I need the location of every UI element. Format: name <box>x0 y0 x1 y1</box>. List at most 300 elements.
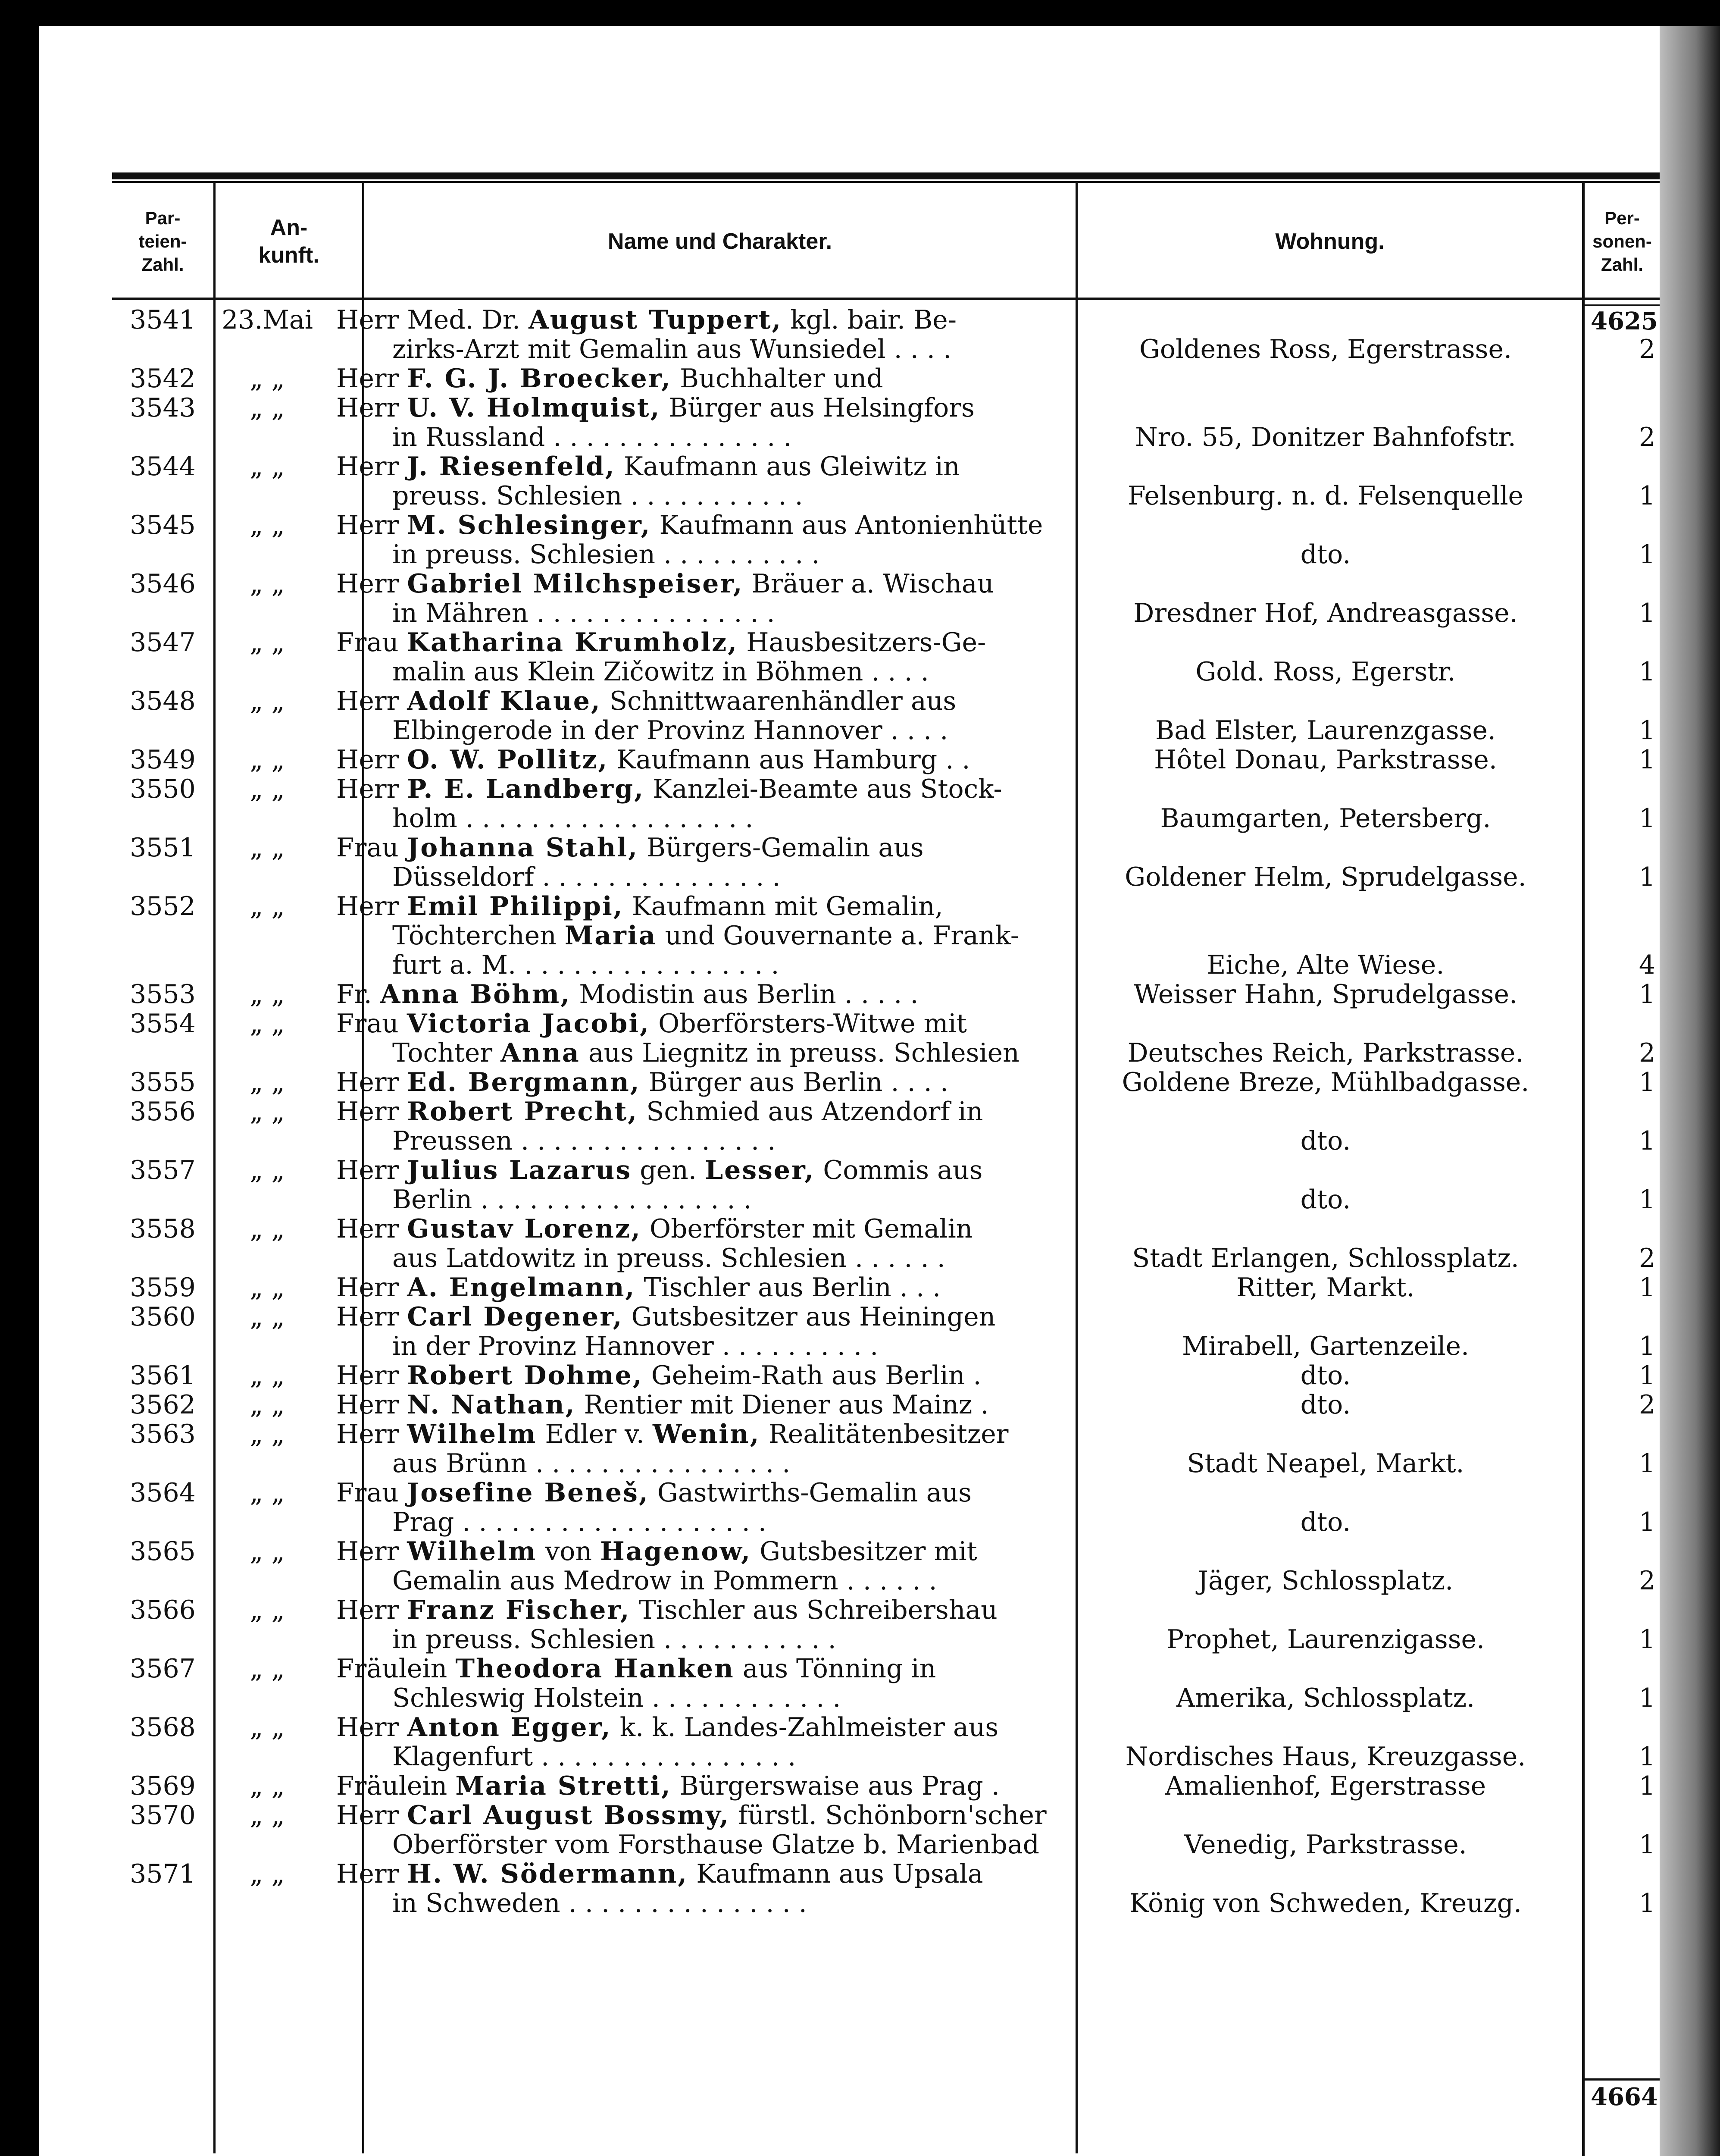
name-text: Herr <box>336 891 407 921</box>
name-text: Herr <box>336 1155 407 1185</box>
name-text: Kaufmann aus Hamburg . . <box>608 745 970 775</box>
guest-name-and-character <box>336 980 1065 1009</box>
name-text: Herr <box>336 1390 407 1420</box>
party-number: 3562 <box>130 1390 196 1420</box>
name-line <box>336 1595 1065 1625</box>
name-text: Berlin . . . . . . . . . . . . . . . . . <box>392 1185 752 1215</box>
arrival-date: „ „ <box>250 833 285 863</box>
name-line <box>336 1361 1065 1390</box>
person-count: 1 <box>1639 1272 1655 1303</box>
arrival-date: „ „ <box>250 1771 285 1801</box>
name-text: kgl. bair. Be- <box>782 305 957 335</box>
residence: Felsenburg. n. d. Felsenquelle <box>1127 481 1524 511</box>
name-line <box>336 1390 1065 1420</box>
name-line <box>336 1273 1065 1302</box>
residence: Dresdner Hof, Andreasgasse. <box>1133 598 1518 628</box>
guest-name: A. Engelmann, <box>407 1272 636 1303</box>
name-text: Fräulein <box>336 1654 456 1684</box>
guest-name-and-character <box>336 452 1065 511</box>
party-number: 3544 <box>130 451 196 482</box>
arrival-date: „ „ <box>250 1155 285 1185</box>
name-text: Herr <box>336 569 407 599</box>
residence: Nordisches Haus, Kreuzgasse. <box>1125 1742 1526 1772</box>
name-line <box>336 1038 1065 1068</box>
name-text: Herr <box>336 686 407 716</box>
name-text: Oberförsters-Witwe mit <box>650 1009 967 1039</box>
arrival-date: „ „ <box>250 1536 285 1567</box>
guest-name-and-character <box>336 511 1065 569</box>
party-number: 3570 <box>130 1800 196 1830</box>
name-text: Herr <box>336 1859 407 1889</box>
name-text: Düsseldorf . . . . . . . . . . . . . . . <box>392 862 781 892</box>
name-line <box>336 423 1065 452</box>
name-text: in preuss. Schlesien . . . . . . . . . . <box>392 539 820 570</box>
name-line <box>336 1625 1065 1654</box>
residence: König von Schweden, Kreuzg. <box>1129 1888 1522 1918</box>
person-count: 2 <box>1639 1243 1655 1273</box>
scan-edge-shadow <box>1660 26 1720 2156</box>
name-text: Frau <box>336 1478 407 1508</box>
person-count: 1 <box>1639 1448 1655 1479</box>
guest-name: Wenin, <box>652 1419 760 1449</box>
party-number: 3563 <box>130 1419 196 1449</box>
person-count: 2 <box>1639 1038 1655 1068</box>
arrival-date: „ „ <box>250 1859 285 1889</box>
guest-name: Maria Stretti, <box>455 1771 672 1801</box>
name-text: Klagenfurt . . . . . . . . . . . . . . . . <box>392 1742 796 1772</box>
guest-name-and-character <box>336 1009 1065 1068</box>
party-number: 3564 <box>130 1478 196 1508</box>
carried-total: 4625 <box>1591 307 1658 335</box>
guest-name-and-character <box>336 1801 1065 1859</box>
guest-name: Anna Böhm, <box>380 979 571 1009</box>
name-line <box>336 1830 1065 1859</box>
name-line <box>336 1068 1065 1097</box>
guest-name-and-character <box>336 305 1065 364</box>
name-line <box>336 980 1065 1009</box>
guest-name-and-character <box>336 686 1065 745</box>
arrival-date: „ „ <box>250 451 285 482</box>
person-count: 2 <box>1639 1566 1655 1596</box>
guest-name-and-character <box>336 892 1065 980</box>
residence: Mirabell, Gartenzeile. <box>1182 1331 1470 1361</box>
name-text: Hausbesitzers-Ge- <box>738 627 986 658</box>
residence: Goldene Breze, Mühlbadgasse. <box>1122 1067 1529 1097</box>
column-divider <box>1582 183 1585 2156</box>
name-text: Elbingerode in der Provinz Hannover . . . . <box>392 715 948 746</box>
name-text: Bürger aus Helsingfors <box>660 393 975 423</box>
name-line <box>336 1449 1065 1478</box>
name-text: Bürger aus Berlin . . . . <box>640 1067 949 1097</box>
party-number: 3549 <box>130 745 196 775</box>
name-line <box>336 862 1065 892</box>
guest-name: Wilhelm <box>407 1419 537 1449</box>
party-number: 3542 <box>130 364 196 394</box>
party-number: 3560 <box>130 1302 196 1332</box>
name-text: Kaufmann mit Gemalin, <box>623 891 943 921</box>
name-line <box>336 1302 1065 1332</box>
header-rule <box>112 298 1660 300</box>
guest-name: Hagenow, <box>600 1536 752 1567</box>
party-number: 3561 <box>130 1360 196 1391</box>
arrival-date: „ „ <box>250 891 285 921</box>
arrival-date: „ „ <box>250 1302 285 1332</box>
person-count: 1 <box>1639 539 1655 570</box>
name-text: Tischler aus Berlin . . . <box>635 1272 941 1303</box>
name-line <box>336 1742 1065 1771</box>
name-text: gen. <box>632 1155 705 1185</box>
residence: Venedig, Parkstrasse. <box>1184 1830 1467 1860</box>
name-text: in Mähren . . . . . . . . . . . . . . . <box>392 598 775 628</box>
name-line <box>336 335 1065 364</box>
name-text: Schleswig Holstein . . . . . . . . . . . . <box>392 1683 841 1713</box>
guest-name: J. Riesenfeld, <box>407 451 616 482</box>
guest-name-and-character <box>336 364 1065 393</box>
residence: dto. <box>1300 1360 1351 1391</box>
residence: Ritter, Markt. <box>1236 1272 1415 1303</box>
name-line <box>336 1009 1065 1038</box>
guest-name: Maria <box>564 921 657 951</box>
arrival-date: „ „ <box>250 1097 285 1127</box>
name-text: Preussen . . . . . . . . . . . . . . . . <box>392 1126 776 1156</box>
name-line <box>336 452 1065 481</box>
person-count: 2 <box>1639 334 1655 364</box>
arrival-date: „ „ <box>250 1800 285 1830</box>
name-text: Geheim-Rath aus Berlin . <box>643 1360 982 1391</box>
name-text: aus Brünn . . . . . . . . . . . . . . . . <box>392 1448 791 1479</box>
guest-name: Wilhelm <box>407 1536 537 1567</box>
residence: Amalienhof, Egerstrasse <box>1165 1771 1486 1801</box>
residence: Eiche, Alte Wiese. <box>1207 950 1445 980</box>
name-text: Herr <box>336 393 407 423</box>
party-number: 3550 <box>130 774 196 804</box>
residence: Nro. 55, Donitzer Bahnfofstr. <box>1135 422 1516 452</box>
name-text: Gutsbesitzer mit <box>751 1536 977 1567</box>
arrival-date: „ „ <box>250 1654 285 1684</box>
person-count: 1 <box>1639 715 1655 746</box>
top-rule <box>112 172 1660 179</box>
guest-name: Katharina Krumholz, <box>407 627 738 658</box>
name-text: furt a. M. . . . . . . . . . . . . . . . . <box>392 950 779 980</box>
person-count: 1 <box>1639 1771 1655 1801</box>
arrival-date: „ „ <box>250 1419 285 1449</box>
name-text: Tischler aus Schreibershau <box>630 1595 998 1625</box>
party-number: 3557 <box>130 1155 196 1185</box>
header-party-count: Par- teien- Zahl. <box>138 208 187 275</box>
party-number: 3552 <box>130 891 196 921</box>
name-line <box>336 745 1065 774</box>
guest-name-and-character <box>336 745 1065 774</box>
name-text: zirks-Arzt mit Gemalin aus Wunsiedel . . . . <box>392 334 952 364</box>
guest-name-and-character <box>336 393 1065 452</box>
guest-name: O. W. Pollitz, <box>407 745 609 775</box>
name-text: Tochter <box>392 1038 501 1068</box>
guest-name-and-character <box>336 1537 1065 1595</box>
name-line <box>336 1420 1065 1449</box>
name-text: Herr Med. Dr. <box>336 305 529 335</box>
name-text: Bürgerswaise aus Prag . <box>671 1771 1000 1801</box>
name-text: aus Latdowitz in preuss. Schlesien . . . . . . <box>392 1243 945 1273</box>
person-count: 1 <box>1639 1888 1655 1918</box>
party-number: 3559 <box>130 1272 196 1303</box>
guest-name-and-character <box>336 569 1065 628</box>
party-number: 3546 <box>130 569 196 599</box>
guest-name: F. G. J. Broecker, <box>407 364 672 394</box>
name-line <box>336 511 1065 540</box>
arrival-date: „ „ <box>250 1360 285 1391</box>
guest-name: Emil Philippi, <box>407 891 624 921</box>
person-count: 1 <box>1639 481 1655 511</box>
guest-name-and-character <box>336 1214 1065 1273</box>
party-number: 3548 <box>130 686 196 716</box>
guest-name-and-character <box>336 1859 1065 1918</box>
name-text: Kaufmann aus Upsala <box>688 1859 983 1889</box>
guest-name-and-character <box>336 628 1065 686</box>
arrival-date: „ „ <box>250 1595 285 1625</box>
guest-name-and-character <box>336 1713 1065 1771</box>
person-count: 1 <box>1639 598 1655 628</box>
header-residence: Wohnung. <box>1275 229 1385 254</box>
name-line <box>336 628 1065 657</box>
header-arrival: An- kunft. <box>258 215 319 268</box>
arrival-date: „ „ <box>250 364 285 394</box>
arrival-date: „ „ <box>250 627 285 658</box>
guest-name-and-character <box>336 1273 1065 1302</box>
residence: Goldenes Ross, Egerstrasse. <box>1139 334 1512 364</box>
person-count: 4 <box>1639 950 1655 980</box>
guest-name: H. W. Södermann, <box>407 1859 688 1889</box>
name-text: fürstl. Schönborn'scher <box>730 1800 1047 1830</box>
name-text: Prag . . . . . . . . . . . . . . . . . . . <box>392 1507 766 1537</box>
top-rule-thin <box>112 181 1660 183</box>
residence: Stadt Neapel, Markt. <box>1187 1448 1464 1479</box>
name-text: in Schweden . . . . . . . . . . . . . . . <box>392 1888 807 1918</box>
residence: Amerika, Schlossplatz. <box>1176 1683 1475 1713</box>
name-text: malin aus Klein Zičowitz in Böhmen . . . . <box>392 657 929 687</box>
residence: Stadt Erlangen, Schlossplatz. <box>1132 1243 1519 1273</box>
name-text: Herr <box>336 1272 407 1303</box>
guest-name: Anna <box>500 1038 580 1068</box>
guest-name-and-character <box>336 1097 1065 1156</box>
guest-name-and-character <box>336 1478 1065 1537</box>
column-divider <box>213 183 216 2153</box>
arrival-date: „ „ <box>250 510 285 540</box>
header-person-count: Per- sonen- Zahl. <box>1592 208 1652 275</box>
name-text: Herr <box>336 745 407 775</box>
name-text: Herr <box>336 1097 407 1127</box>
name-text: Schmied aus Atzendorf in <box>638 1097 983 1127</box>
name-line <box>336 1889 1065 1918</box>
person-count: 1 <box>1639 862 1655 892</box>
person-count: 1 <box>1639 1683 1655 1713</box>
name-text: Frau <box>336 627 407 658</box>
person-count: 1 <box>1639 1067 1655 1097</box>
residence: Deutsches Reich, Parkstrasse. <box>1127 1038 1524 1068</box>
arrival-date: „ „ <box>250 979 285 1009</box>
guest-name-and-character <box>336 1156 1065 1214</box>
name-text: und Gouvernante a. Frank- <box>657 921 1019 951</box>
residence: dto. <box>1300 1507 1351 1537</box>
name-text: Fr. <box>336 979 380 1009</box>
final-total-rule <box>1584 2078 1660 2081</box>
header-name-and-character: Name und Charakter. <box>607 229 832 254</box>
name-line <box>336 1244 1065 1273</box>
guest-name-and-character <box>336 774 1065 833</box>
name-text: Herr <box>336 364 407 394</box>
party-number: 3553 <box>130 979 196 1009</box>
name-text: Oberförster mit Gemalin <box>641 1214 973 1244</box>
residence: Prophet, Laurenzigasse. <box>1166 1624 1485 1655</box>
guest-name-and-character <box>336 1390 1065 1420</box>
name-line <box>336 599 1065 628</box>
party-number: 3569 <box>130 1771 196 1801</box>
guest-name-and-character <box>336 1595 1065 1654</box>
party-number: 3571 <box>130 1859 196 1889</box>
name-text: Töchterchen <box>392 921 565 951</box>
guest-name: Julius Lazarus <box>407 1155 632 1185</box>
residence: Jäger, Schlossplatz. <box>1198 1566 1454 1596</box>
person-count: 2 <box>1639 1390 1655 1420</box>
name-line <box>336 1507 1065 1537</box>
arrival-date: „ „ <box>250 393 285 423</box>
guest-name: P. E. Landberg, <box>407 774 644 804</box>
arrival-date: 23.Mai <box>222 305 313 335</box>
name-text: Kaufmann aus Antonienhütte <box>651 510 1043 540</box>
guest-name: Robert Dohme, <box>407 1360 643 1391</box>
name-line <box>336 1185 1065 1214</box>
name-line <box>336 804 1065 833</box>
guest-name: U. V. Holmquist, <box>407 393 661 423</box>
name-text: Gastwirths-Gemalin aus <box>649 1478 972 1508</box>
party-number: 3554 <box>130 1009 196 1039</box>
name-text: Herr <box>336 1536 407 1567</box>
name-text: k. k. Landes-Zahlmeister aus <box>611 1712 999 1742</box>
party-number: 3567 <box>130 1654 196 1684</box>
arrival-date: „ „ <box>250 1214 285 1244</box>
name-line <box>336 1713 1065 1742</box>
party-number: 3556 <box>130 1097 196 1127</box>
name-text: Herr <box>336 1302 407 1332</box>
name-line <box>336 1156 1065 1185</box>
guest-name: Anton Egger, <box>407 1712 612 1742</box>
carried-total-rule <box>1584 304 1660 306</box>
name-text: Edler v. <box>537 1419 653 1449</box>
residence: Baumgarten, Petersberg. <box>1160 803 1491 834</box>
name-text: Realitätenbesitzer <box>760 1419 1009 1449</box>
person-count: 1 <box>1639 1360 1655 1391</box>
name-text: Schnittwaarenhändler aus <box>601 686 957 716</box>
party-number: 3551 <box>130 833 196 863</box>
guest-name: Franz Fischer, <box>407 1595 631 1625</box>
arrival-date: „ „ <box>250 1067 285 1097</box>
arrival-date: „ „ <box>250 1712 285 1742</box>
residence: Weisser Hahn, Sprudelgasse. <box>1133 979 1518 1009</box>
guest-name: Gustav Lorenz, <box>407 1214 641 1244</box>
guest-name-and-character <box>336 1302 1065 1361</box>
name-text: Kanzlei-Beamte aus Stock- <box>644 774 1002 804</box>
guest-name: Ed. Bergmann, <box>407 1067 641 1097</box>
person-count: 1 <box>1639 979 1655 1009</box>
person-count: 1 <box>1639 1185 1655 1215</box>
guest-name-and-character <box>336 1771 1065 1801</box>
name-line <box>336 892 1065 921</box>
person-count: 1 <box>1639 803 1655 834</box>
name-line <box>336 686 1065 716</box>
residence: Bad Elster, Laurenzgasse. <box>1155 715 1496 746</box>
guest-name: August Tuppert, <box>529 305 782 335</box>
name-text: Herr <box>336 1419 407 1449</box>
name-line <box>336 481 1065 511</box>
name-text: Herr <box>336 774 407 804</box>
residence: Gold. Ross, Egerstr. <box>1195 657 1456 687</box>
guest-name-and-character <box>336 1361 1065 1390</box>
name-text: Herr <box>336 1595 407 1625</box>
name-text: von <box>537 1536 600 1567</box>
name-text: Oberförster vom Forsthause Glatze b. Marienbad <box>392 1830 1039 1860</box>
name-line <box>336 1332 1065 1361</box>
name-text: Buchhalter und <box>671 364 883 394</box>
name-text: Bräuer a. Wischau <box>743 569 994 599</box>
guest-name: Theodora Hanken <box>455 1654 735 1684</box>
guest-name: Carl August Bossmy, <box>407 1800 730 1830</box>
name-text: aus Tönning in <box>734 1654 936 1684</box>
name-text: in preuss. Schlesien . . . . . . . . . . . <box>392 1624 836 1655</box>
arrival-date: „ „ <box>250 1009 285 1039</box>
name-text: Frau <box>336 1009 407 1039</box>
arrival-date: „ „ <box>250 686 285 716</box>
name-line <box>336 1214 1065 1244</box>
guest-name: Adolf Klaue, <box>407 686 601 716</box>
name-line <box>336 1859 1065 1889</box>
name-text: Herr <box>336 1214 407 1244</box>
name-text: Kaufmann aus Gleiwitz in <box>615 451 960 482</box>
arrival-date: „ „ <box>250 1478 285 1508</box>
name-line <box>336 569 1065 599</box>
name-line <box>336 1478 1065 1507</box>
name-line <box>336 393 1065 423</box>
name-line <box>336 540 1065 569</box>
name-line <box>336 1097 1065 1126</box>
name-line <box>336 950 1065 980</box>
name-text: Fräulein <box>336 1771 456 1801</box>
person-count: 1 <box>1639 1507 1655 1537</box>
guest-name-and-character <box>336 1420 1065 1478</box>
name-text: Bürgers-Gemalin aus <box>638 833 924 863</box>
person-count: 1 <box>1639 1331 1655 1361</box>
residence: dto. <box>1300 539 1351 570</box>
name-text: aus Liegnitz in preuss. Schlesien <box>580 1038 1019 1068</box>
name-line <box>336 1801 1065 1830</box>
person-count: 1 <box>1639 1126 1655 1156</box>
guest-name: Carl Degener, <box>407 1302 623 1332</box>
name-text: Gutsbesitzer aus Heiningen <box>623 1302 996 1332</box>
arrival-date: „ „ <box>250 745 285 775</box>
name-line <box>336 1126 1065 1156</box>
final-total: 4664 <box>1591 2083 1658 2111</box>
name-text: Rentier mit Diener aus Mainz . <box>575 1390 989 1420</box>
arrival-date: „ „ <box>250 1272 285 1303</box>
residence: Goldener Helm, Sprudelgasse. <box>1125 862 1526 892</box>
name-text: Herr <box>336 1712 407 1742</box>
arrival-date: „ „ <box>250 1390 285 1420</box>
name-line <box>336 364 1065 393</box>
guest-name: Gabriel Milchspeiser, <box>407 569 744 599</box>
residence: dto. <box>1300 1126 1351 1156</box>
name-line <box>336 833 1065 862</box>
name-text: in der Provinz Hannover . . . . . . . . . . <box>392 1331 879 1361</box>
residence: dto. <box>1300 1185 1351 1215</box>
person-count: 2 <box>1639 422 1655 452</box>
